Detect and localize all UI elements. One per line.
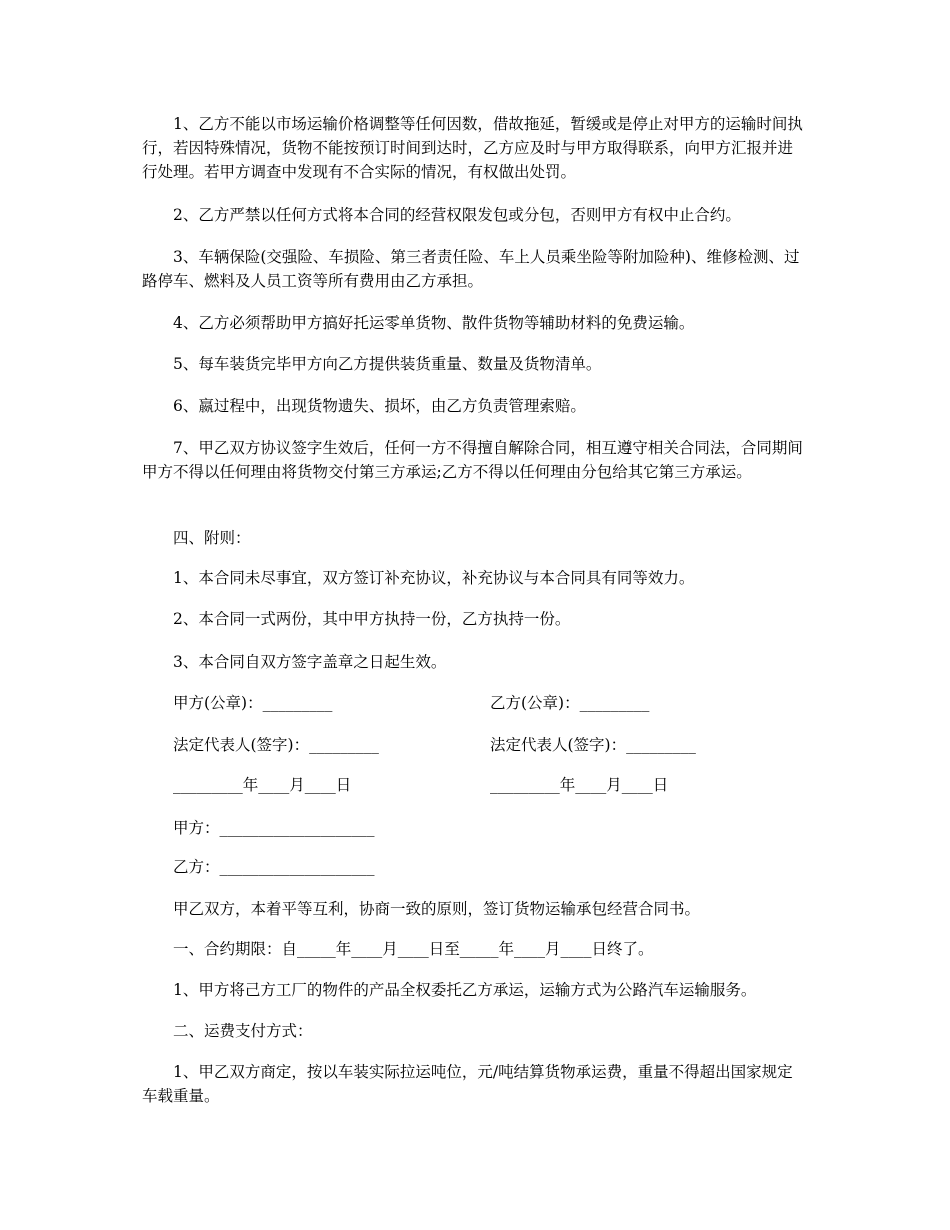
- section-heading-appendix: 四、附则：: [173, 529, 251, 547]
- clause-7: 7、甲乙双方协议签字生效后，任何一方不得擅自解除合同，相互遵守相关合同法，合同期间甲方不得以任何理由将货物交付第三方承运;乙方不得以任何理由分包给其它第三方承运。: [142, 439, 803, 481]
- clause-6: 6、嬴过程中，出现货物遗失、损坏，由乙方负责管理索赔。: [173, 397, 586, 415]
- payment-clause-1: 1、甲乙双方商定，按以车装实际拉运吨位，元/吨结算货物承运费，重量不得超出国家规定车载重量。: [142, 1063, 793, 1105]
- party-b-line: 乙方：____________________: [173, 858, 375, 876]
- party-b-representative-field: 法定代表人(签字)：_________: [490, 736, 696, 754]
- appendix-clause-3: 3、本合同自双方签字盖章之日起生效。: [173, 653, 447, 671]
- clause-2: 2、乙方严禁以任何方式将本合同的经营权限发包或分包，否则甲方有权中止合约。: [173, 206, 741, 224]
- party-a-line: 甲方：____________________: [173, 819, 375, 837]
- party-a-representative-field: 法定代表人(签字)：_________: [173, 736, 379, 754]
- clause-5: 5、每车装货完毕甲方向乙方提供装货重量、数量及货物清单。: [173, 355, 602, 373]
- term-clause-1: 1、甲方将己方工厂的物件的产品全权委托乙方承运，运输方式为公路汽车运输服务。: [173, 981, 757, 999]
- clause-4: 4、乙方必须帮助甲方搞好托运零单货物、散件货物等辅助材料的免费运输。: [173, 314, 695, 332]
- preamble: 甲乙双方，本着平等互利，协商一致的原则，签订货物运输承包经营合同书。: [173, 900, 701, 918]
- party-b-seal-field: 乙方(公章)：_________: [490, 694, 650, 712]
- section-term: 一、合约期限：自_____年____月____日至_____年____月____日终了。: [173, 940, 654, 958]
- clause-3: 3、车辆保险(交强险、车损险、第三者责任险、车上人员乘坐险等附加险种)、维修检测、过路停车、燃料及人员工资等所有费用由乙方承担。: [142, 248, 800, 290]
- party-a-seal-field: 甲方(公章)：_________: [173, 694, 333, 712]
- clause-1: 1、乙方不能以市场运输价格调整等任何因数，借故拖延，暂缓或是停止对甲方的运输时间执行，若因特殊情况，货物不能按预订时间到达时，乙方应及时与甲方取得联系，向甲方汇报并进行处理。若甲方调查中发现有不合实际的情况，有权做出处罚。: [142, 115, 803, 181]
- party-a-date-field: _________年____月____日: [173, 776, 352, 794]
- appendix-clause-2: 2、本合同一式两份，其中甲方执持一份，乙方执持一份。: [173, 610, 571, 628]
- appendix-clause-1: 1、本合同未尽事宜，双方签订补充协议，补充协议与本合同具有同等效力。: [173, 569, 695, 587]
- section-payment: 二、运费支付方式：: [173, 1022, 313, 1040]
- party-b-date-field: _________年____月____日: [490, 776, 669, 794]
